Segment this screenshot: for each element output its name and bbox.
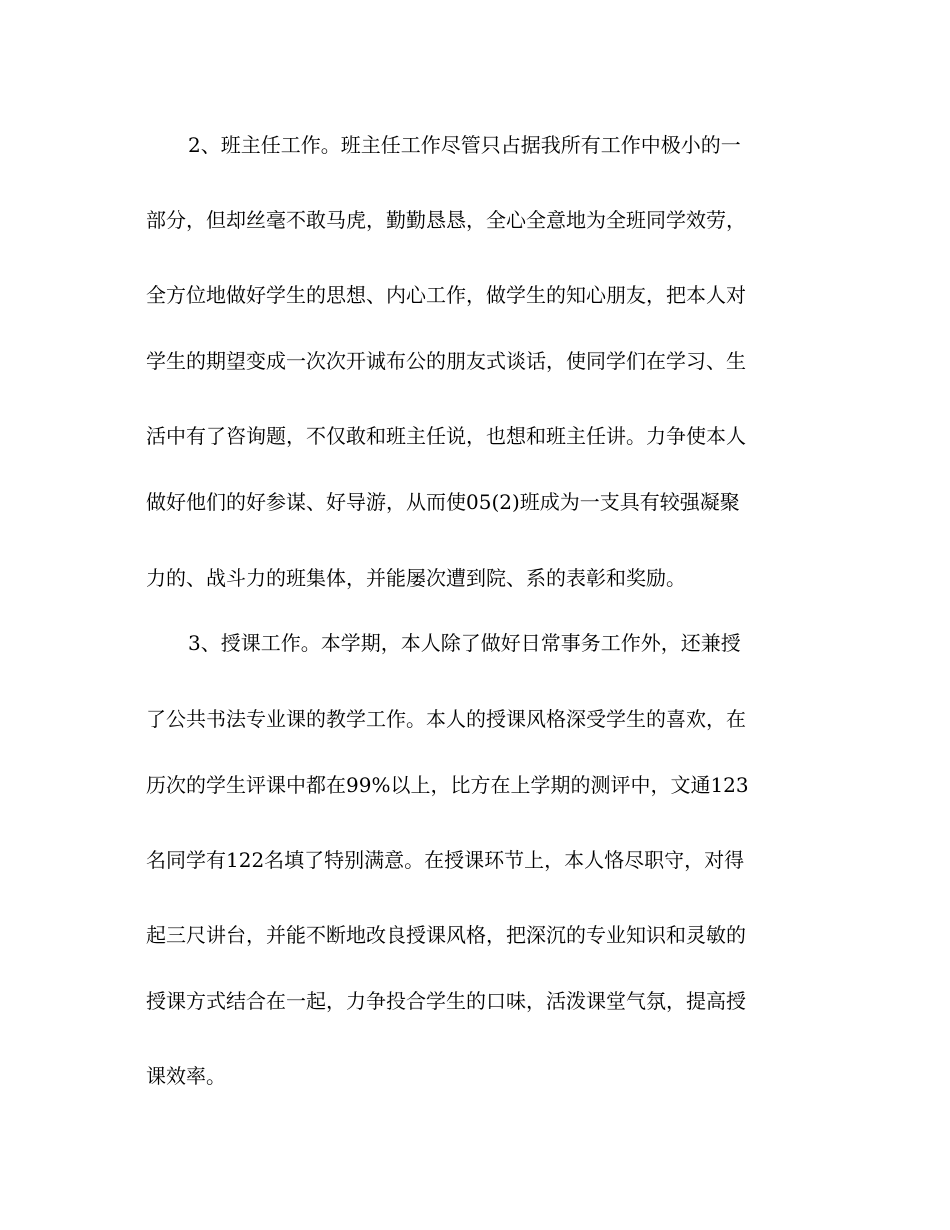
paragraph-2-line-6: 授课方式结合在一起，力争投合学生的口味，活泼课堂气氛，提高授 (146, 989, 746, 1013)
paragraph-1-line-7: 力的、战斗力的班集体，并能屡次遭到院、系的表彰和奖励。 (146, 566, 686, 590)
paragraph-2-line-5: 起三尺讲台，并能不断地改良授课风格，把深沉的专业知识和灵敏的 (146, 923, 746, 947)
paragraph-2-line-4: 名同学有122名填了特别满意。在授课环节上，本人恪尽职守，对得 (146, 848, 745, 872)
paragraph-1-line-5: 活中有了咨询题，不仅敢和班主任说，也想和班主任讲。力争使本人 (146, 424, 746, 448)
paragraph-2-line-1: 3、授课工作。本学期，本人除了做好日常事务工作外，还兼授 (188, 631, 741, 655)
paragraph-1-line-4: 学生的期望变成一次次开诚布公的朋友式谈话，使同学们在学习、生 (146, 349, 746, 373)
paragraph-1-line-1: 2、班主任工作。班主任工作尽管只占据我所有工作中极小的一 (188, 133, 741, 157)
paragraph-2-line-3: 历次的学生评课中都在99%以上，比方在上学期的测评中，文通123 (146, 773, 749, 797)
paragraph-1-line-3: 全方位地做好学生的思想、内心工作，做学生的知心朋友，把本人对 (146, 283, 746, 307)
paragraph-2-line-7: 课效率。 (146, 1064, 226, 1088)
paragraph-1-line-6: 做好他们的好参谋、好导游，从而使05(2)班成为一支具有较强凝聚 (146, 490, 740, 514)
paragraph-1-line-2: 部分，但却丝毫不敢马虎，勤勤恳恳，全心全意地为全班同学效劳， (146, 208, 746, 232)
paragraph-2-line-2: 了公共书法专业课的教学工作。本人的授课风格深受学生的喜欢，在 (146, 707, 746, 731)
